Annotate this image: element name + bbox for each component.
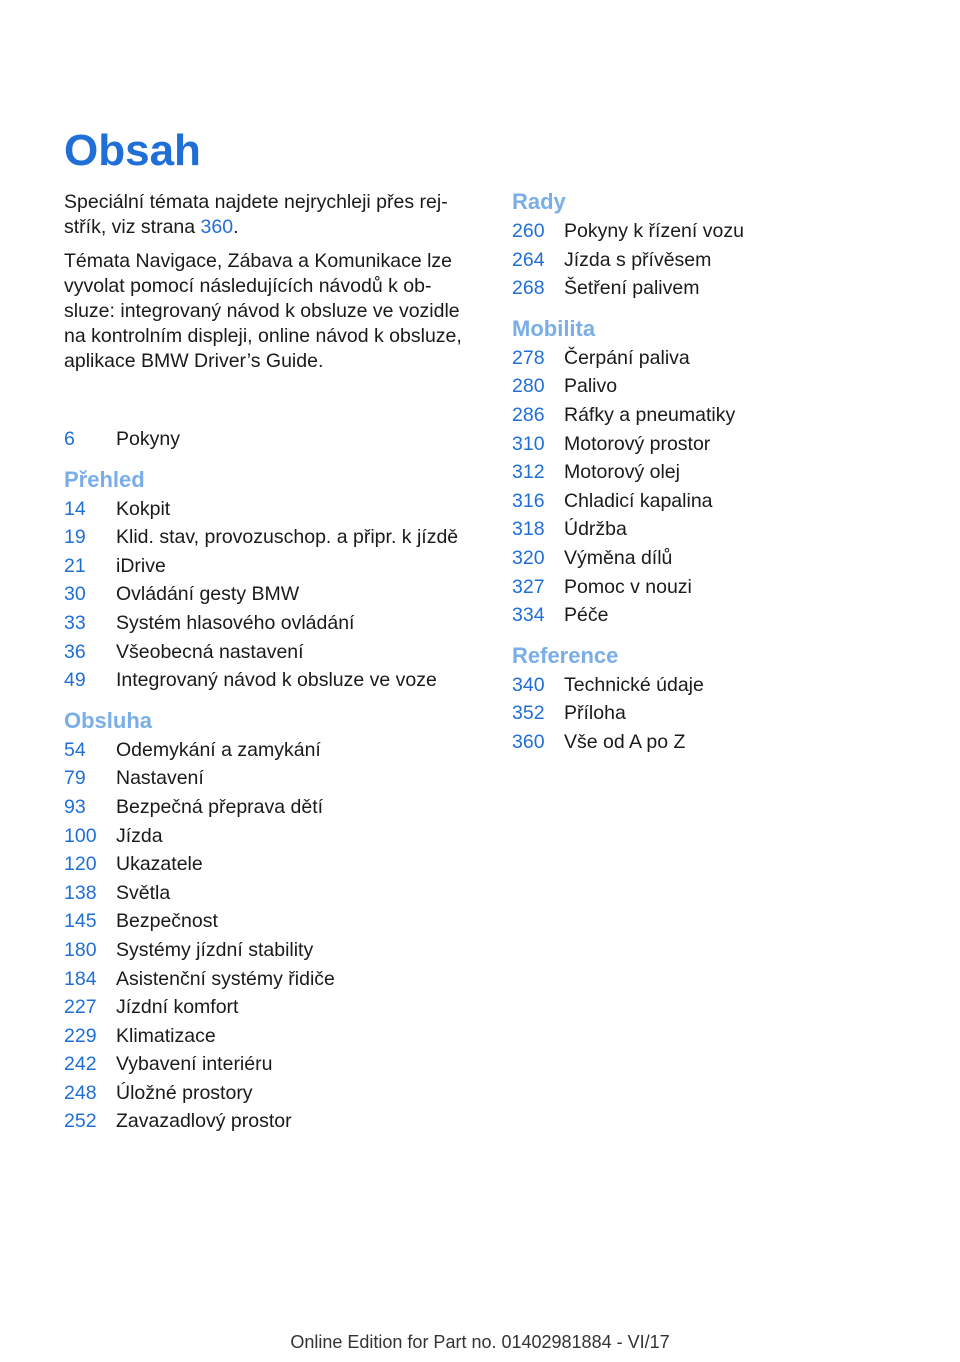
toc-entry-title[interactable]: Asistenční systémy řidiče bbox=[116, 967, 335, 990]
toc-page-number[interactable]: 327 bbox=[512, 575, 545, 598]
toc-page-number[interactable]: 227 bbox=[64, 996, 97, 1019]
section-heading: Mobilita bbox=[512, 315, 596, 341]
toc-entry[interactable] bbox=[64, 764, 484, 793]
toc-page-number[interactable]: 138 bbox=[64, 881, 97, 904]
intro-paragraph-1 bbox=[64, 190, 474, 240]
toc-page-number[interactable]: 184 bbox=[64, 967, 97, 990]
toc-entry[interactable] bbox=[64, 1107, 484, 1136]
toc-section bbox=[512, 642, 932, 757]
toc-entry-title[interactable]: Motorový olej bbox=[564, 461, 680, 484]
toc-entry[interactable] bbox=[64, 495, 484, 524]
toc-entry-title[interactable]: Vše od A po Z bbox=[564, 730, 686, 753]
toc-entry[interactable] bbox=[64, 965, 484, 994]
toc-page-number[interactable]: 340 bbox=[512, 673, 545, 696]
toc-entry[interactable] bbox=[64, 907, 484, 936]
toc-page-number[interactable]: 229 bbox=[64, 1024, 97, 1047]
toc-page-number[interactable]: 79 bbox=[64, 767, 86, 790]
toc-entry[interactable] bbox=[64, 609, 484, 638]
toc-entry-title[interactable]: Klid. stav, provozuschop. a připr. k jízdě bbox=[116, 526, 459, 549]
toc-entry[interactable] bbox=[64, 638, 484, 667]
toc-page-number[interactable]: 14 bbox=[64, 497, 86, 520]
toc-entry[interactable] bbox=[64, 552, 484, 581]
toc-entry[interactable] bbox=[64, 1022, 484, 1051]
intro-paragraph-2: Témata Navigace, Zábava a Komunikace lze vyvolat pomocí následujících návodů k ob‐ sluze: integrovaný návod k obsluze ve vozidle na kontrolním displeji, online návod k obsluze, aplikace BMW Driver’s Guide. bbox=[64, 250, 462, 372]
toc-page-number[interactable]: 318 bbox=[512, 518, 545, 541]
toc-entry-title[interactable]: Šetření palivem bbox=[564, 277, 700, 300]
toc-page-number[interactable]: 360 bbox=[512, 730, 545, 753]
toc-entry-title[interactable]: Jízda bbox=[116, 824, 163, 847]
toc-entry[interactable] bbox=[512, 544, 932, 573]
toc-left-column bbox=[64, 425, 484, 1148]
toc-entry[interactable] bbox=[64, 580, 484, 609]
toc-entry-title[interactable]: iDrive bbox=[116, 554, 166, 577]
toc-entry-title[interactable]: Systémy jízdní stability bbox=[116, 938, 314, 961]
toc-entry-title[interactable]: Systém hlasového ovládání bbox=[116, 611, 355, 634]
toc-entry-title[interactable]: Pomoc v nouzi bbox=[564, 575, 692, 598]
toc-page-number[interactable]: 280 bbox=[512, 375, 545, 398]
toc-entry[interactable] bbox=[64, 993, 484, 1022]
toc-entry-title[interactable]: Ukazatele bbox=[116, 853, 203, 876]
toc-entry[interactable] bbox=[512, 274, 932, 303]
footer-edition: Online Edition for Part no. 01402981884 - VI/17 bbox=[290, 1332, 670, 1352]
toc-entry[interactable] bbox=[64, 822, 484, 851]
toc-page-number[interactable]: 310 bbox=[512, 432, 545, 455]
toc-entry[interactable] bbox=[64, 736, 484, 765]
page-title: Obsah bbox=[64, 126, 201, 176]
toc-section bbox=[512, 188, 932, 303]
toc-page-number[interactable]: 54 bbox=[64, 738, 86, 761]
toc-page-number[interactable]: 264 bbox=[512, 248, 545, 271]
toc-page-number[interactable]: 30 bbox=[64, 583, 86, 606]
toc-page-number[interactable]: 6 bbox=[64, 428, 75, 450]
toc-entry[interactable] bbox=[512, 671, 932, 700]
toc-entry-title[interactable]: Motorový prostor bbox=[564, 432, 711, 455]
toc-entry-title[interactable]: Integrovaný návod k obsluze ve voze bbox=[116, 669, 437, 692]
toc-entry-title[interactable]: Klimatizace bbox=[116, 1024, 216, 1047]
toc-page-number[interactable]: 21 bbox=[64, 554, 86, 577]
toc-entry[interactable] bbox=[64, 793, 484, 822]
toc-entry-title[interactable]: Jízdní komfort bbox=[116, 996, 239, 1019]
toc-page-number[interactable]: 334 bbox=[512, 604, 545, 627]
toc-entry-title[interactable]: Pokyny k řízení vozu bbox=[564, 220, 744, 242]
toc-page-number[interactable]: 248 bbox=[64, 1081, 97, 1104]
toc-page-number[interactable]: 49 bbox=[64, 669, 86, 692]
toc-entry-title[interactable]: Všeobecná nastavení bbox=[116, 640, 304, 663]
toc-entry-title[interactable]: Ráfky a pneumatiky bbox=[564, 403, 736, 426]
toc-page-number[interactable]: 100 bbox=[64, 824, 97, 847]
toc-entry-title[interactable]: Bezpečnost bbox=[116, 910, 218, 933]
toc-page-number[interactable]: 312 bbox=[512, 461, 545, 484]
toc-section bbox=[64, 707, 484, 1136]
toc-page-number[interactable]: 242 bbox=[64, 1053, 97, 1076]
toc-page-number[interactable]: 268 bbox=[512, 277, 545, 300]
toc-page-number[interactable]: 33 bbox=[64, 611, 86, 634]
toc-entry[interactable] bbox=[512, 728, 932, 757]
toc-page-number[interactable]: 316 bbox=[512, 489, 545, 512]
toc-section bbox=[64, 466, 484, 695]
toc-entry-title[interactable]: Kokpit bbox=[116, 497, 171, 520]
toc-entry[interactable] bbox=[64, 1050, 484, 1079]
toc-entry[interactable] bbox=[512, 515, 932, 544]
toc-page-number[interactable]: 93 bbox=[64, 795, 86, 818]
toc-entry-title[interactable]: Světla bbox=[116, 881, 171, 904]
toc-page-number[interactable]: 36 bbox=[64, 640, 86, 663]
toc-entry[interactable] bbox=[512, 601, 932, 630]
toc-right-column bbox=[512, 188, 932, 769]
toc-entry[interactable] bbox=[512, 487, 932, 516]
section-heading: Reference bbox=[512, 642, 619, 668]
toc-entry-title[interactable]: Ovládání gesty BMW bbox=[116, 583, 300, 606]
toc-entry[interactable] bbox=[512, 217, 932, 246]
toc-entry[interactable] bbox=[64, 936, 484, 965]
toc-entry[interactable] bbox=[64, 666, 484, 695]
section-heading: Rady bbox=[512, 189, 566, 214]
intro-text bbox=[64, 190, 474, 383]
toc-entry-title[interactable]: Výměna dílů bbox=[564, 546, 673, 569]
toc-entry[interactable] bbox=[512, 430, 932, 459]
toc-page-number[interactable]: 145 bbox=[64, 910, 97, 933]
toc-entry[interactable] bbox=[64, 425, 484, 454]
toc-page-number[interactable]: 286 bbox=[512, 403, 545, 426]
toc-entry[interactable] bbox=[64, 850, 484, 879]
toc-entry[interactable] bbox=[512, 401, 932, 430]
toc-page-number[interactable]: 260 bbox=[512, 220, 545, 242]
toc-entry-title[interactable]: Bezpečná přeprava dětí bbox=[116, 795, 324, 818]
toc-page-number[interactable]: 320 bbox=[512, 546, 545, 569]
toc-entry-title[interactable]: Úložné prostory bbox=[116, 1081, 253, 1104]
toc-entry[interactable] bbox=[512, 699, 932, 728]
toc-entry-title[interactable]: Jízda s přívěsem bbox=[564, 248, 712, 271]
toc-page-number[interactable]: 120 bbox=[64, 853, 97, 876]
toc-entry[interactable] bbox=[512, 344, 932, 373]
toc-entry[interactable] bbox=[64, 1079, 484, 1108]
toc-entry[interactable] bbox=[512, 458, 932, 487]
toc-entry[interactable] bbox=[64, 879, 484, 908]
toc-page-number[interactable]: 19 bbox=[64, 526, 86, 549]
toc-entry[interactable] bbox=[512, 573, 932, 602]
toc-entry-title[interactable]: Pokyny bbox=[116, 428, 180, 450]
toc-entry-title[interactable]: Technické údaje bbox=[564, 673, 704, 696]
toc-page-number[interactable]: 180 bbox=[64, 938, 97, 961]
toc-section bbox=[512, 315, 932, 630]
section-heading: Obsluha bbox=[64, 707, 153, 733]
toc-entry-title[interactable]: Péče bbox=[564, 604, 609, 627]
toc-entry-title[interactable]: Čerpání paliva bbox=[564, 346, 690, 369]
toc-entry-title[interactable]: Vybavení interiéru bbox=[116, 1053, 273, 1076]
toc-page-number[interactable]: 278 bbox=[512, 346, 545, 369]
toc-entry-title[interactable]: Chladicí kapalina bbox=[564, 489, 713, 512]
toc-entry[interactable] bbox=[512, 246, 932, 275]
toc-entry-title[interactable]: Palivo bbox=[564, 375, 618, 398]
toc-entry[interactable] bbox=[64, 523, 484, 552]
toc-page-number[interactable]: 352 bbox=[512, 702, 545, 725]
toc-entry-title[interactable]: Zavazadlový prostor bbox=[116, 1110, 292, 1133]
intro-text-part: Speciální témata najdete nejrychleji přes rej‐ střík, viz strana bbox=[64, 191, 448, 238]
toc-entry-title[interactable]: Nastavení bbox=[116, 767, 204, 790]
toc-entry-title[interactable]: Příloha bbox=[564, 702, 626, 725]
intro-text-part: . bbox=[233, 216, 239, 238]
toc-entry-title[interactable]: Odemykání a zamykání bbox=[116, 738, 321, 761]
toc-entry[interactable] bbox=[512, 372, 932, 401]
toc-page-number[interactable]: 252 bbox=[64, 1110, 97, 1133]
index-page-link[interactable]: 360 bbox=[200, 216, 234, 238]
toc-entry-title[interactable]: Údržba bbox=[564, 518, 627, 541]
section-heading: Přehled bbox=[64, 466, 145, 492]
toc-section bbox=[64, 425, 484, 454]
